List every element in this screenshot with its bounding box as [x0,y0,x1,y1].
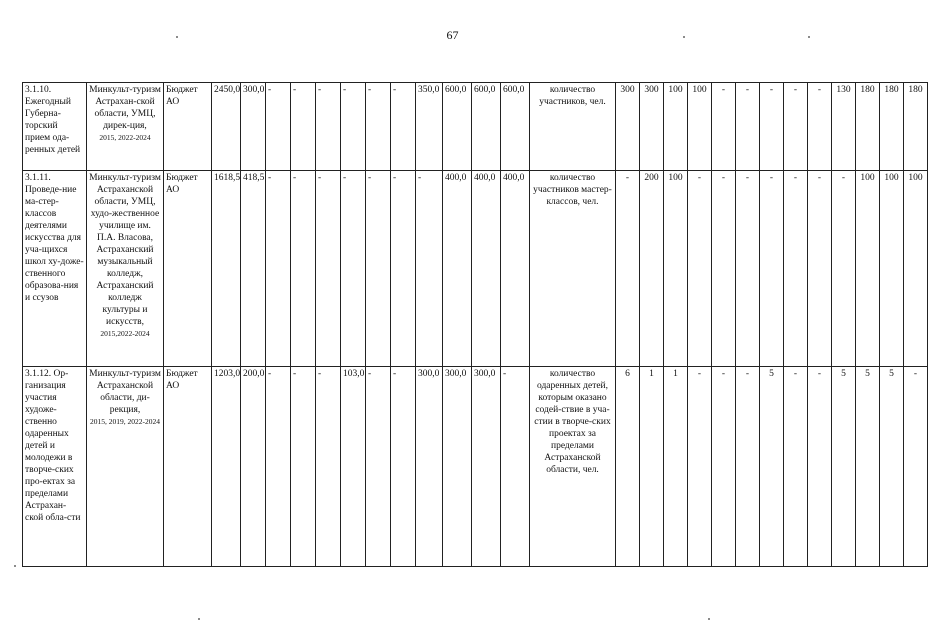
indicator-value-cell: - [784,171,808,367]
executor-text: Минкульт-туризм Астраханской области, ди-рекция, [89,369,161,415]
scan-speck [808,36,810,38]
funding-value-cell: 300,0 [416,367,443,567]
indicator-value-cell: 100 [664,83,688,171]
funding-value-cell: - [341,83,366,171]
funding-value-cell: 400,0 [443,171,472,367]
indicator-value-cell: 130 [832,83,856,171]
program-table [22,82,928,567]
funding-value-cell: - [391,367,416,567]
indicator-value-cell: 100 [904,171,928,367]
funding-value-cell: - [266,171,291,367]
funding-value-cell: - [316,171,341,367]
indicator-value-cell: - [808,171,832,367]
funding-value-cell: 400,0 [501,171,530,367]
indicator-cell: количество участников, чел. [530,83,616,171]
activity-name-cell: 3.1.12. Ор-ганизация участия художе-ственно одаренных детей и молодежи в творче-ских про-ектах за пределами Астрахан-ской обла-сти [23,367,87,567]
indicator-value-cell: 1 [664,367,688,567]
indicator-value-cell: 100 [880,171,904,367]
indicator-value-cell: - [688,367,712,567]
funding-value-cell: 400,0 [472,171,501,367]
indicator-value-cell: - [808,367,832,567]
funding-value-cell: - [266,367,291,567]
scan-speck [198,618,200,620]
indicator-value-cell: - [712,367,736,567]
funding-value-cell: 2450,0 [212,83,241,171]
indicator-value-cell: 300 [640,83,664,171]
scan-speck [683,36,685,38]
indicator-value-cell: 100 [664,171,688,367]
executor-years: 2015, 2022-2024 [99,133,151,142]
indicator-value-cell: 100 [688,83,712,171]
indicator-value-cell: 6 [616,367,640,567]
funding-value-cell: 600,0 [501,83,530,171]
activity-name-cell: 3.1.11. Проведе-ние ма-стер-классов деятелями искусства для уча-щихся школ ху-доже-ственного образова-ния и ссузов [23,171,87,367]
funding-value-cell: - [391,83,416,171]
indicator-cell: количество участников мастер-классов, чел. [530,171,616,367]
indicator-value-cell: - [760,171,784,367]
executor-text: Минкульт-туризм Астраханской области, УМЦ, худо-жественное училище им. П.А. Власова, Астраханский музыкальный колледж, Астраханский колледж культуры и искусств, [89,173,161,327]
indicator-value-cell: - [736,171,760,367]
funding-value-cell: - [416,171,443,367]
funding-value-cell: 300,0 [472,367,501,567]
indicator-value-cell: - [808,83,832,171]
indicator-value-cell: - [784,83,808,171]
indicator-cell: количество одаренных детей, которым оказано содей-ствие в уча-стии в творче-ских проектах за пределами Астраханской области, чел. [530,367,616,567]
funding-value-cell: - [291,367,316,567]
financing-source-cell: Бюджет АО [164,171,212,367]
funding-value-cell: 1618,5 [212,171,241,367]
financing-source-cell: Бюджет АО [164,83,212,171]
executor-years: 2015, 2019, 2022-2024 [90,417,160,426]
funding-value-cell: - [366,367,391,567]
indicator-value-cell: - [616,171,640,367]
table-row [23,171,928,367]
funding-value-cell: - [341,171,366,367]
executor-cell [87,171,164,367]
executor-cell [87,367,164,567]
indicator-value-cell: 1 [640,367,664,567]
indicator-value-cell: - [688,171,712,367]
indicator-value-cell: 180 [904,83,928,171]
indicator-value-cell: 5 [760,367,784,567]
funding-value-cell: 103,0 [341,367,366,567]
funding-value-cell: 300,0 [443,367,472,567]
indicator-value-cell: 5 [856,367,880,567]
page-number: 67 [446,28,459,42]
indicator-value-cell: 180 [856,83,880,171]
indicator-value-cell: 180 [880,83,904,171]
funding-value-cell: 200,0 [241,367,266,567]
scan-speck [708,618,710,620]
indicator-value-cell: - [784,367,808,567]
table-row [23,83,928,171]
funding-value-cell: 600,0 [472,83,501,171]
indicator-value-cell: - [736,83,760,171]
funding-value-cell: 600,0 [443,83,472,171]
indicator-value-cell: - [712,171,736,367]
funding-value-cell: - [501,367,530,567]
indicator-value-cell: - [832,171,856,367]
executor-text: Минкульт-туризм Астрахан-ской области, УМЦ, дирек-ция, [89,85,161,131]
funding-value-cell: - [366,171,391,367]
funding-value-cell: 1203,0 [212,367,241,567]
activity-name-cell: 3.1.10. Ежегодный Губерна-торский прием ода-ренных детей [23,83,87,171]
indicator-value-cell: - [736,367,760,567]
indicator-value-cell: 300 [616,83,640,171]
funding-value-cell: - [366,83,391,171]
table-row [23,367,928,567]
indicator-value-cell: 5 [832,367,856,567]
scan-speck [176,36,178,38]
funding-value-cell: - [316,83,341,171]
funding-value-cell: - [291,171,316,367]
funding-value-cell: - [291,83,316,171]
indicator-value-cell: 5 [880,367,904,567]
indicator-value-cell: 200 [640,171,664,367]
funding-value-cell: 350,0 [416,83,443,171]
executor-years: 2015,2022-2024 [100,329,150,338]
scan-speck [14,565,16,567]
funding-value-cell: - [316,367,341,567]
executor-cell [87,83,164,171]
indicator-value-cell: 100 [856,171,880,367]
funding-value-cell: - [266,83,291,171]
indicator-value-cell: - [712,83,736,171]
indicator-value-cell: - [904,367,928,567]
funding-value-cell: 418,5 [241,171,266,367]
funding-value-cell: 300,0 [241,83,266,171]
indicator-value-cell: - [760,83,784,171]
financing-source-cell: Бюджет АО [164,367,212,567]
funding-value-cell: - [391,171,416,367]
